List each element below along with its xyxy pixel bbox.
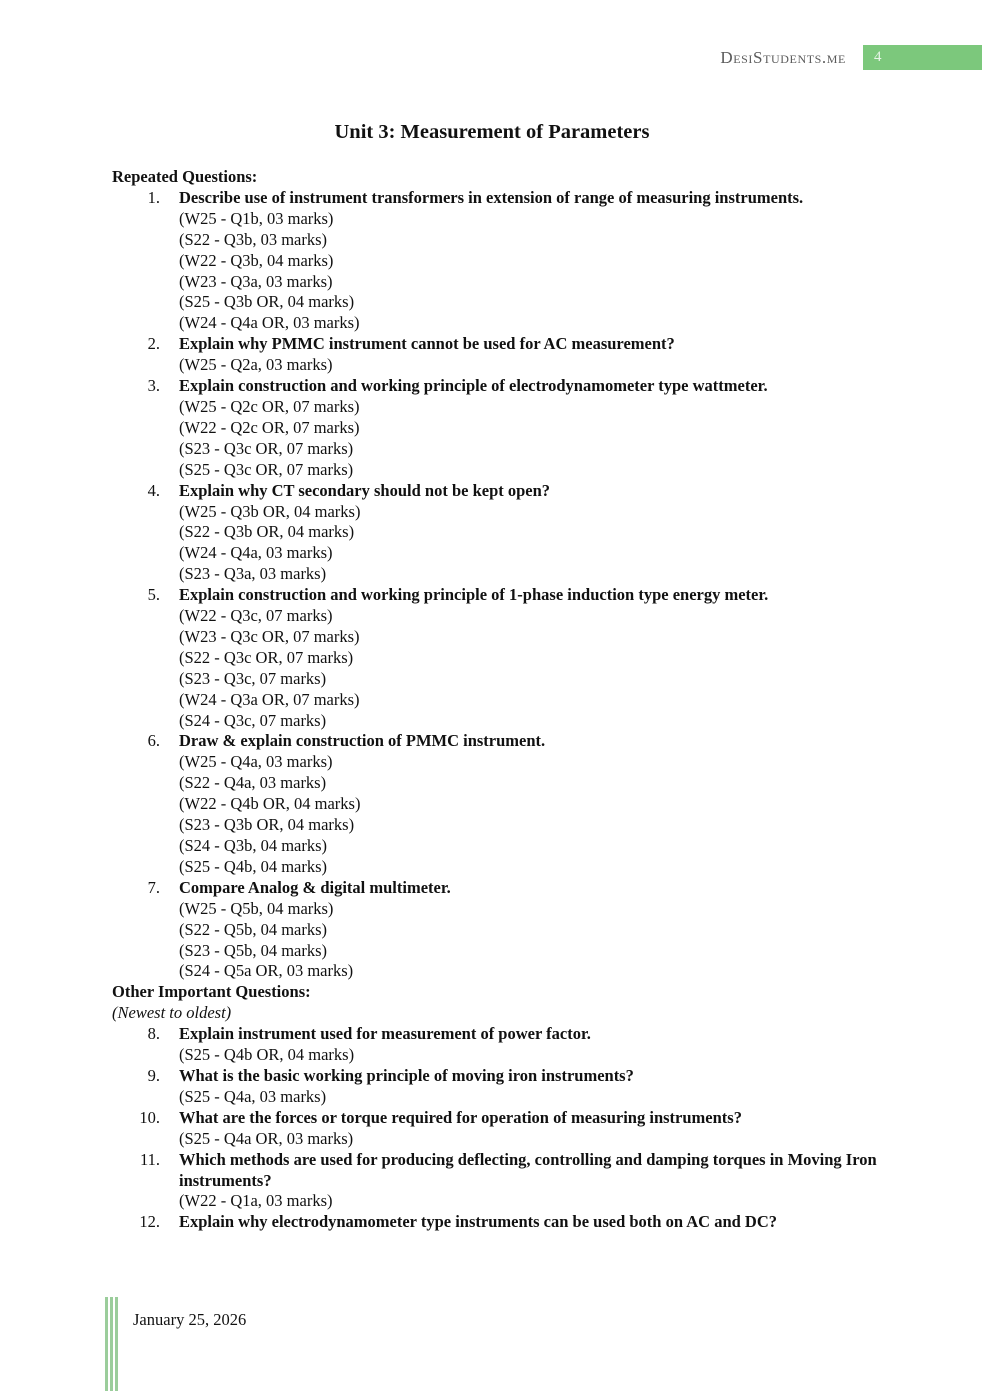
question-item bbox=[112, 376, 882, 481]
marks-line: (W24 - Q4a, 03 marks) bbox=[179, 543, 333, 563]
item-number: 10. bbox=[139, 1107, 160, 1127]
marks-line: (S22 - Q3c OR, 07 marks) bbox=[179, 647, 354, 667]
question-item bbox=[112, 1150, 882, 1213]
section-note: (Newest to oldest) bbox=[112, 1003, 232, 1023]
page-header bbox=[0, 45, 984, 70]
item-body bbox=[160, 878, 882, 983]
item-body bbox=[160, 585, 882, 731]
marks-line: (W22 - Q3b, 04 marks) bbox=[179, 250, 334, 270]
item-body bbox=[160, 1212, 882, 1233]
marks-line: (W25 - Q1b, 03 marks) bbox=[179, 208, 334, 228]
item-body bbox=[160, 731, 882, 877]
marks-line: (W25 - Q2a, 03 marks) bbox=[179, 355, 333, 375]
marks-line: (W25 - Q5b, 04 marks) bbox=[179, 898, 334, 918]
marks-line: (W24 - Q4a OR, 03 marks) bbox=[179, 313, 360, 333]
page-number-badge bbox=[863, 45, 982, 70]
marks-line: (S22 - Q3b, 03 marks) bbox=[179, 229, 328, 249]
question-text: Draw & explain construction of PMMC instrument. bbox=[179, 731, 546, 751]
page-title: Unit 3: Measurement of Parameters bbox=[334, 121, 650, 143]
marks-line: (S25 - Q4b OR, 04 marks) bbox=[179, 1045, 355, 1065]
question-item bbox=[112, 731, 882, 877]
site-name: DesiStudents.me bbox=[720, 48, 846, 67]
question-text: Explain construction and working principle of electrodynamometer type wattmeter. bbox=[179, 376, 768, 396]
marks-line: (W25 - Q2c OR, 07 marks) bbox=[179, 396, 360, 416]
item-number: 3. bbox=[147, 376, 160, 396]
marks-line: (W25 - Q4a, 03 marks) bbox=[179, 752, 333, 772]
footer-decorative-bars bbox=[105, 1297, 118, 1391]
section-heading: Other Important Questions: bbox=[112, 982, 311, 1002]
item-body bbox=[160, 188, 882, 334]
page-number: 4 bbox=[874, 49, 882, 65]
question-item bbox=[112, 481, 882, 586]
document-body bbox=[112, 167, 882, 1233]
marks-line: (S25 - Q4a, 03 marks) bbox=[179, 1086, 327, 1106]
question-text: Explain why PMMC instrument cannot be used for AC measurement? bbox=[179, 334, 675, 354]
question-text: Explain why electrodynamometer type instruments can be used both on AC and DC? bbox=[179, 1212, 778, 1232]
marks-line: (W22 - Q4b OR, 04 marks) bbox=[179, 794, 361, 814]
item-body bbox=[160, 1066, 882, 1108]
marks-line: (W25 - Q3b OR, 04 marks) bbox=[179, 501, 361, 521]
section-heading: Repeated Questions: bbox=[112, 167, 258, 186]
item-number: 6. bbox=[147, 731, 160, 751]
footer-date: January 25, 2026 bbox=[133, 1310, 247, 1329]
item-body bbox=[160, 481, 882, 586]
marks-line: (W23 - Q3c OR, 07 marks) bbox=[179, 626, 360, 646]
marks-line: (S25 - Q4a OR, 03 marks) bbox=[179, 1128, 354, 1148]
question-item bbox=[112, 1212, 882, 1233]
item-number: 4. bbox=[147, 480, 160, 500]
question-text: Explain why CT secondary should not be kept open? bbox=[179, 480, 551, 500]
marks-line: (W22 - Q1a, 03 marks) bbox=[179, 1191, 333, 1211]
item-body bbox=[160, 334, 882, 376]
item-number: 12. bbox=[139, 1212, 160, 1232]
question-text: Compare Analog & digital multimeter. bbox=[179, 877, 451, 897]
question-item bbox=[112, 1066, 882, 1108]
item-number: 1. bbox=[147, 187, 160, 207]
question-item bbox=[112, 334, 882, 376]
marks-line: (S23 - Q3a, 03 marks) bbox=[179, 564, 327, 584]
marks-line: (S23 - Q5b, 04 marks) bbox=[179, 940, 328, 960]
marks-line: (S23 - Q3b OR, 04 marks) bbox=[179, 815, 355, 835]
marks-line: (S25 - Q3b OR, 04 marks) bbox=[179, 292, 355, 312]
item-number: 5. bbox=[147, 585, 160, 605]
question-text: Which methods are used for producing deflecting, controlling and damping torques in Moving Iron instruments? bbox=[179, 1149, 877, 1190]
marks-line: (S25 - Q3c OR, 07 marks) bbox=[179, 459, 354, 479]
question-text: What is the basic working principle of moving iron instruments? bbox=[179, 1065, 634, 1085]
question-text: What are the forces or torque required for operation of measuring instruments? bbox=[179, 1107, 742, 1127]
item-body bbox=[160, 1150, 882, 1213]
item-number: 2. bbox=[147, 334, 160, 354]
marks-line: (W22 - Q3c, 07 marks) bbox=[179, 606, 333, 626]
item-body bbox=[160, 376, 882, 481]
item-number: 8. bbox=[147, 1024, 160, 1044]
marks-line: (S22 - Q3b OR, 04 marks) bbox=[179, 522, 355, 542]
question-text: Describe use of instrument transformers in extension of range of measuring instruments. bbox=[179, 187, 804, 207]
question-item bbox=[112, 1108, 882, 1150]
marks-line: (S24 - Q3b, 04 marks) bbox=[179, 836, 328, 855]
marks-line: (W23 - Q3a, 03 marks) bbox=[179, 271, 333, 291]
question-text: Explain construction and working principle of 1-phase induction type energy meter. bbox=[179, 585, 769, 605]
question-item bbox=[112, 585, 882, 731]
item-number: 9. bbox=[147, 1065, 160, 1085]
marks-line: (S24 - Q3c, 07 marks) bbox=[179, 710, 327, 730]
marks-line: (W24 - Q3a OR, 07 marks) bbox=[179, 689, 360, 709]
item-number: 11. bbox=[139, 1149, 160, 1169]
marks-line: (S23 - Q3c, 07 marks) bbox=[179, 668, 327, 688]
question-item bbox=[112, 1024, 882, 1066]
item-body bbox=[160, 1024, 882, 1066]
marks-line: (S22 - Q4a, 03 marks) bbox=[179, 773, 327, 793]
marks-line: (S25 - Q4b, 04 marks) bbox=[179, 856, 328, 876]
marks-line: (S23 - Q3c OR, 07 marks) bbox=[179, 438, 354, 458]
question-text: Explain instrument used for measurement of power factor. bbox=[179, 1024, 591, 1044]
question-item bbox=[112, 878, 882, 983]
item-number: 7. bbox=[147, 877, 160, 897]
marks-line: (S24 - Q5a OR, 03 marks) bbox=[179, 961, 354, 981]
question-item bbox=[112, 188, 882, 334]
item-body bbox=[160, 1108, 882, 1150]
marks-line: (S22 - Q5b, 04 marks) bbox=[179, 919, 328, 939]
marks-line: (W22 - Q2c OR, 07 marks) bbox=[179, 417, 360, 437]
